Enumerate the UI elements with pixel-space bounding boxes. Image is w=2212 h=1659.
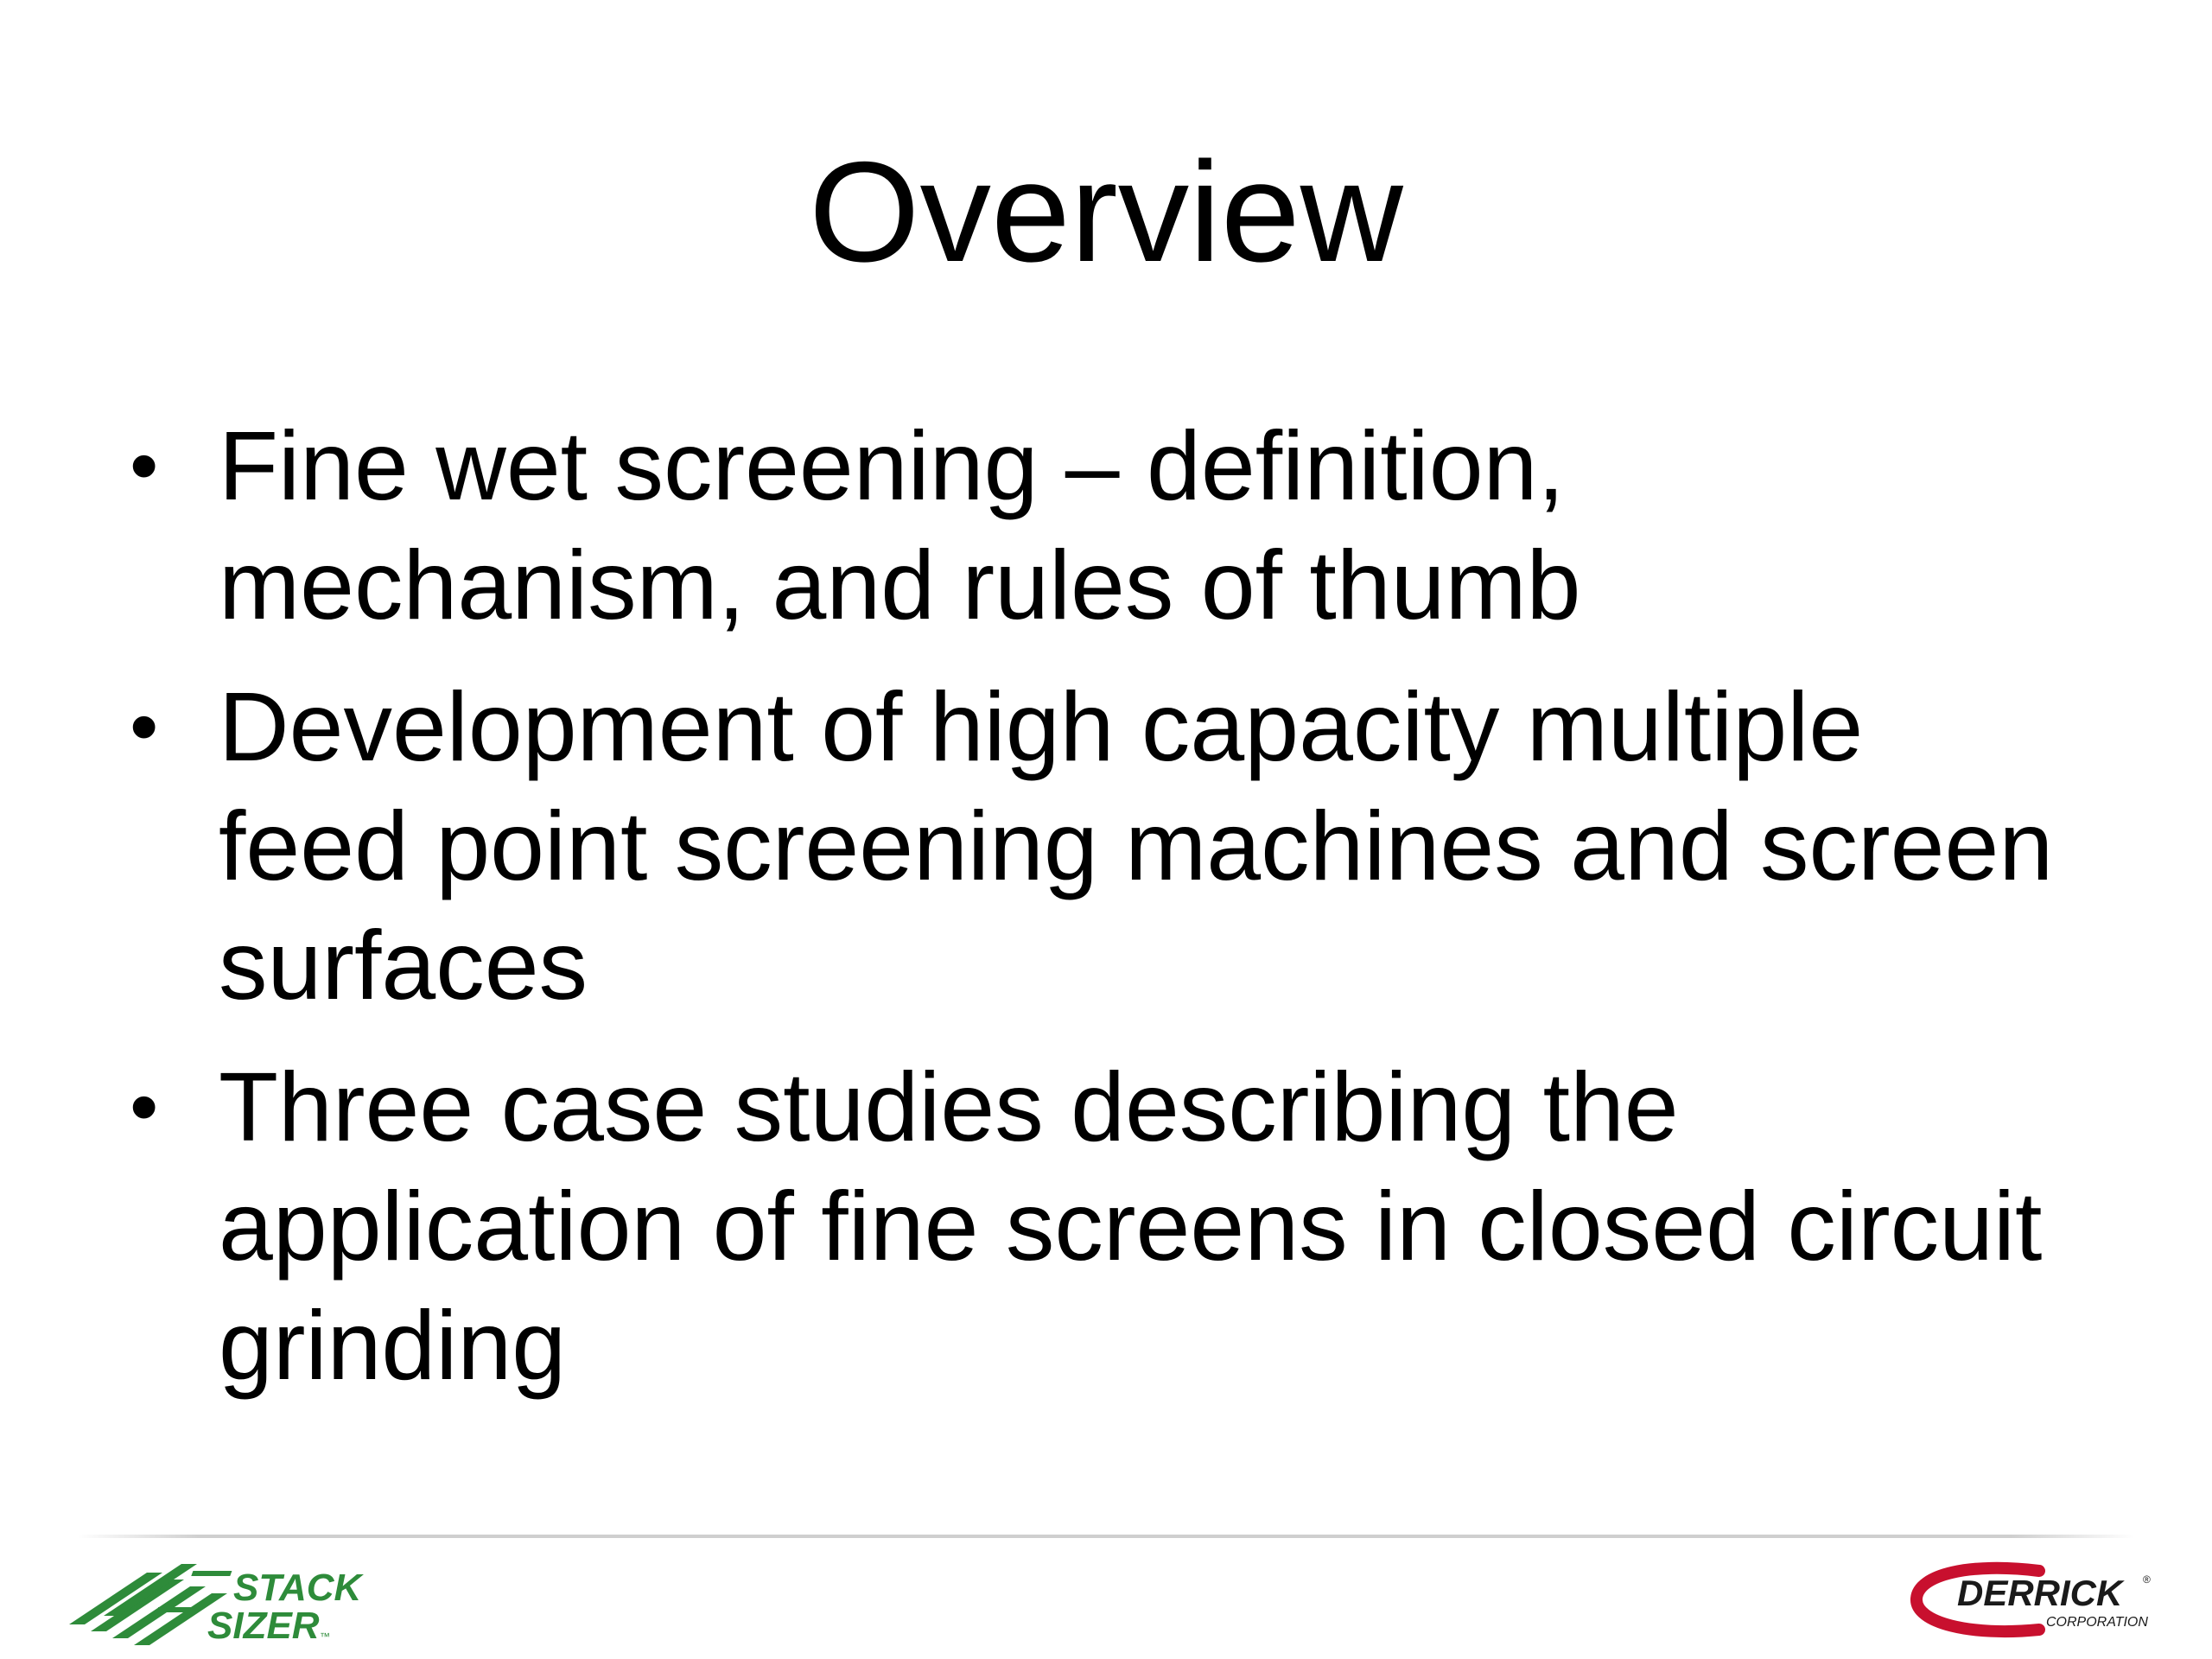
bullet-line: feed point screening machines and screen	[219, 791, 2054, 900]
bullet-list	[130, 406, 2143, 1427]
footer-divider	[78, 1535, 2134, 1538]
bullet-line: surfaces	[219, 911, 588, 1020]
bullet-line: mechanism, and rules of thumb	[219, 531, 1581, 639]
stack-sizer-line2: SIZER	[207, 1605, 320, 1647]
derrick-logo-icon	[1910, 1555, 2169, 1642]
derrick-name: DERRICK	[1957, 1573, 2123, 1613]
bullet-line: Three case studies describing the	[219, 1052, 1679, 1161]
bullet-marker: •	[130, 1061, 159, 1153]
stack-sizer-line1: STACK	[233, 1567, 362, 1609]
bullet-item	[130, 406, 2143, 645]
bullet-line: Development of high capacity multiple	[219, 672, 1864, 781]
derrick-registered: ®	[2143, 1573, 2151, 1586]
stack-sizer-trademark: ™	[320, 1630, 330, 1643]
bullet-item	[130, 1047, 2143, 1405]
bullet-line: application of fine screens in closed circuit	[219, 1172, 2043, 1281]
bullet-marker: •	[130, 420, 159, 512]
bullet-item	[130, 667, 2143, 1025]
slide-title: Overview	[809, 132, 1403, 291]
stack-sizer-logo-icon	[69, 1555, 415, 1650]
bullet-line: grinding	[219, 1291, 567, 1400]
bullet-marker: •	[130, 681, 159, 772]
derrick-subtitle: CORPORATION	[2046, 1615, 2148, 1630]
bullet-line: Fine wet screening – definition,	[219, 411, 1565, 520]
